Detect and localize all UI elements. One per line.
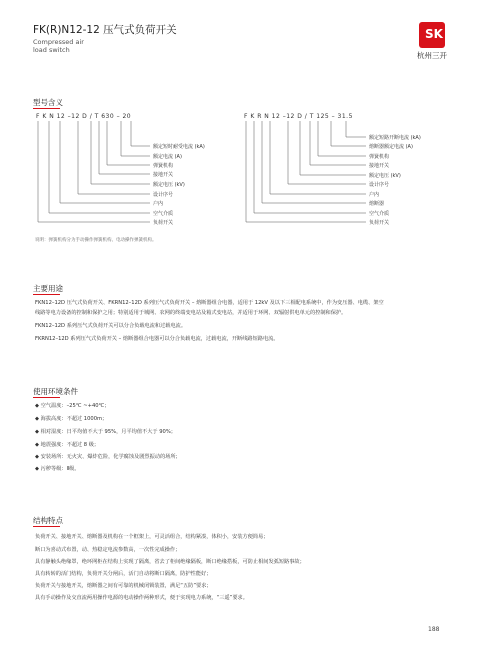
- logo-text: 杭州三开: [417, 51, 447, 60]
- left-model-code: F K N 12 –12 D / T 630 – 20: [36, 113, 132, 120]
- env-item-0: ◆ 空气温度：–25℃ ~+40℃；: [35, 403, 110, 409]
- section-heading-usage: 主要用途: [33, 284, 63, 293]
- feature-item-5: 具有手动操作及交直流两用操作电源的电动操作两种形式，便于实现电力系统，“三遥”要求。: [35, 595, 248, 601]
- env-item-2: ◆ 相对湿度：日平均值不大于 95%，月平均值不大于 90%；: [35, 429, 176, 435]
- left-label-7: 空气介质: [153, 211, 174, 217]
- right-label-8: 空气介质: [369, 211, 390, 217]
- section-heading-features: 结构特点: [33, 516, 63, 525]
- env-item-1: ◆ 海拔高度：不超过 1000m；: [35, 416, 108, 422]
- left-label-4: 额定电压 (kV): [153, 182, 185, 188]
- heading-rule: [33, 294, 60, 295]
- subtitle-line-2: load switch: [33, 46, 70, 54]
- section-heading-model: 型号含义: [33, 98, 63, 107]
- env-item-5: ◆ 污秽等级：Ⅱ级。: [35, 466, 80, 472]
- left-label-5: 设计序号: [153, 192, 174, 198]
- right-label-0: 额定短路开断电流 (kA): [369, 135, 421, 141]
- right-label-3: 接地开关: [369, 163, 390, 169]
- right-label-1: 熔断器额定电流 (A): [369, 144, 413, 150]
- env-item-3: ◆ 地震强度：不超过 8 级；: [35, 442, 100, 448]
- usage-paragraph-1: 线路等电力设备的控制和保护之用；特别适用于城网、农网的终端变电站及箱式变电站，并适用于环网、双辐射供电单元的控制和保护。: [35, 310, 347, 316]
- page-number: 188: [428, 626, 440, 633]
- usage-paragraph-3: FKRN12–12D 系列压气式负荷开关 – 熔断器组合电器可以分合负载电流，过载电流，开断线路短路电流。: [35, 336, 279, 342]
- left-label-1: 额定电流 (A): [153, 154, 182, 160]
- page-title: FK(R)N12-12 压气式负荷开关: [33, 24, 177, 36]
- heading-rule: [33, 526, 60, 527]
- feature-item-1: 断口为喜动式布置，动、热稳定电流参数高，一次性完成操作；: [35, 547, 181, 553]
- feature-item-4: 负荷开关与接地开关，熔断器之间有可靠的机械闭锁装置，满足“五防”要求；: [35, 583, 212, 589]
- right-model-code: F K R N 12 –12 D / T 125 – 31.5: [244, 113, 353, 120]
- usage-paragraph-2: FKN12–12D 系列压气式负荷开关可以分合负载电流和过载电流。: [35, 323, 187, 329]
- feature-item-0: 负荷开关、接地开关、熔断器及机构在一个框架上，可灵活组合，结构紧凑，体积小，安装方便简易；: [35, 534, 269, 540]
- left-label-6: 户内: [153, 201, 164, 207]
- left-label-8: 负荷开关: [153, 220, 174, 226]
- logo-icon: SK: [419, 22, 445, 48]
- right-label-2: 弹簧机构: [369, 154, 390, 160]
- heading-rule: [33, 397, 60, 398]
- feature-item-3: 具有转转的活门结构，负荷开关分闸后，活门自动将断口隔离，防护性能好；: [35, 571, 212, 577]
- right-label-5: 设计序号: [369, 182, 390, 188]
- left-label-3: 接地开关: [153, 172, 174, 178]
- section-heading-environment: 使用环境条件: [33, 387, 78, 396]
- right-label-6: 户内: [369, 192, 380, 198]
- left-label-0: 额定短时耐受电流 (kA): [153, 144, 205, 150]
- subtitle-line-1: Compressed air: [33, 38, 84, 46]
- right-label-4: 额定电压 (kV): [369, 173, 401, 179]
- left-label-2: 弹簧机构: [153, 163, 174, 169]
- right-label-9: 负荷开关: [369, 220, 390, 226]
- feature-item-2: 具有静触头绝缘罩，绝环网柜在结构上实现了隔离，省去了柜间绝缘隔板，断口绝缘搭板，可防止相间发弧短路事故；: [35, 559, 305, 565]
- model-note: 说明：弹簧机构分为手动操作弹簧机构、电动操作弹簧机构。: [35, 238, 157, 243]
- right-label-7: 熔断器: [369, 201, 385, 207]
- usage-paragraph-0: FKN12–12D 压气式负荷开关、FKRN12–12D 系列压气式负荷开关 – 熔断器组合电器，适用于 12kV 及以下三相配电系统中，作为变压器、电缆、架空: [35, 300, 384, 306]
- env-item-4: ◆ 安装场所：无火灾、爆炸危险，化学腐蚀及剧烈振动的场所；: [35, 454, 181, 460]
